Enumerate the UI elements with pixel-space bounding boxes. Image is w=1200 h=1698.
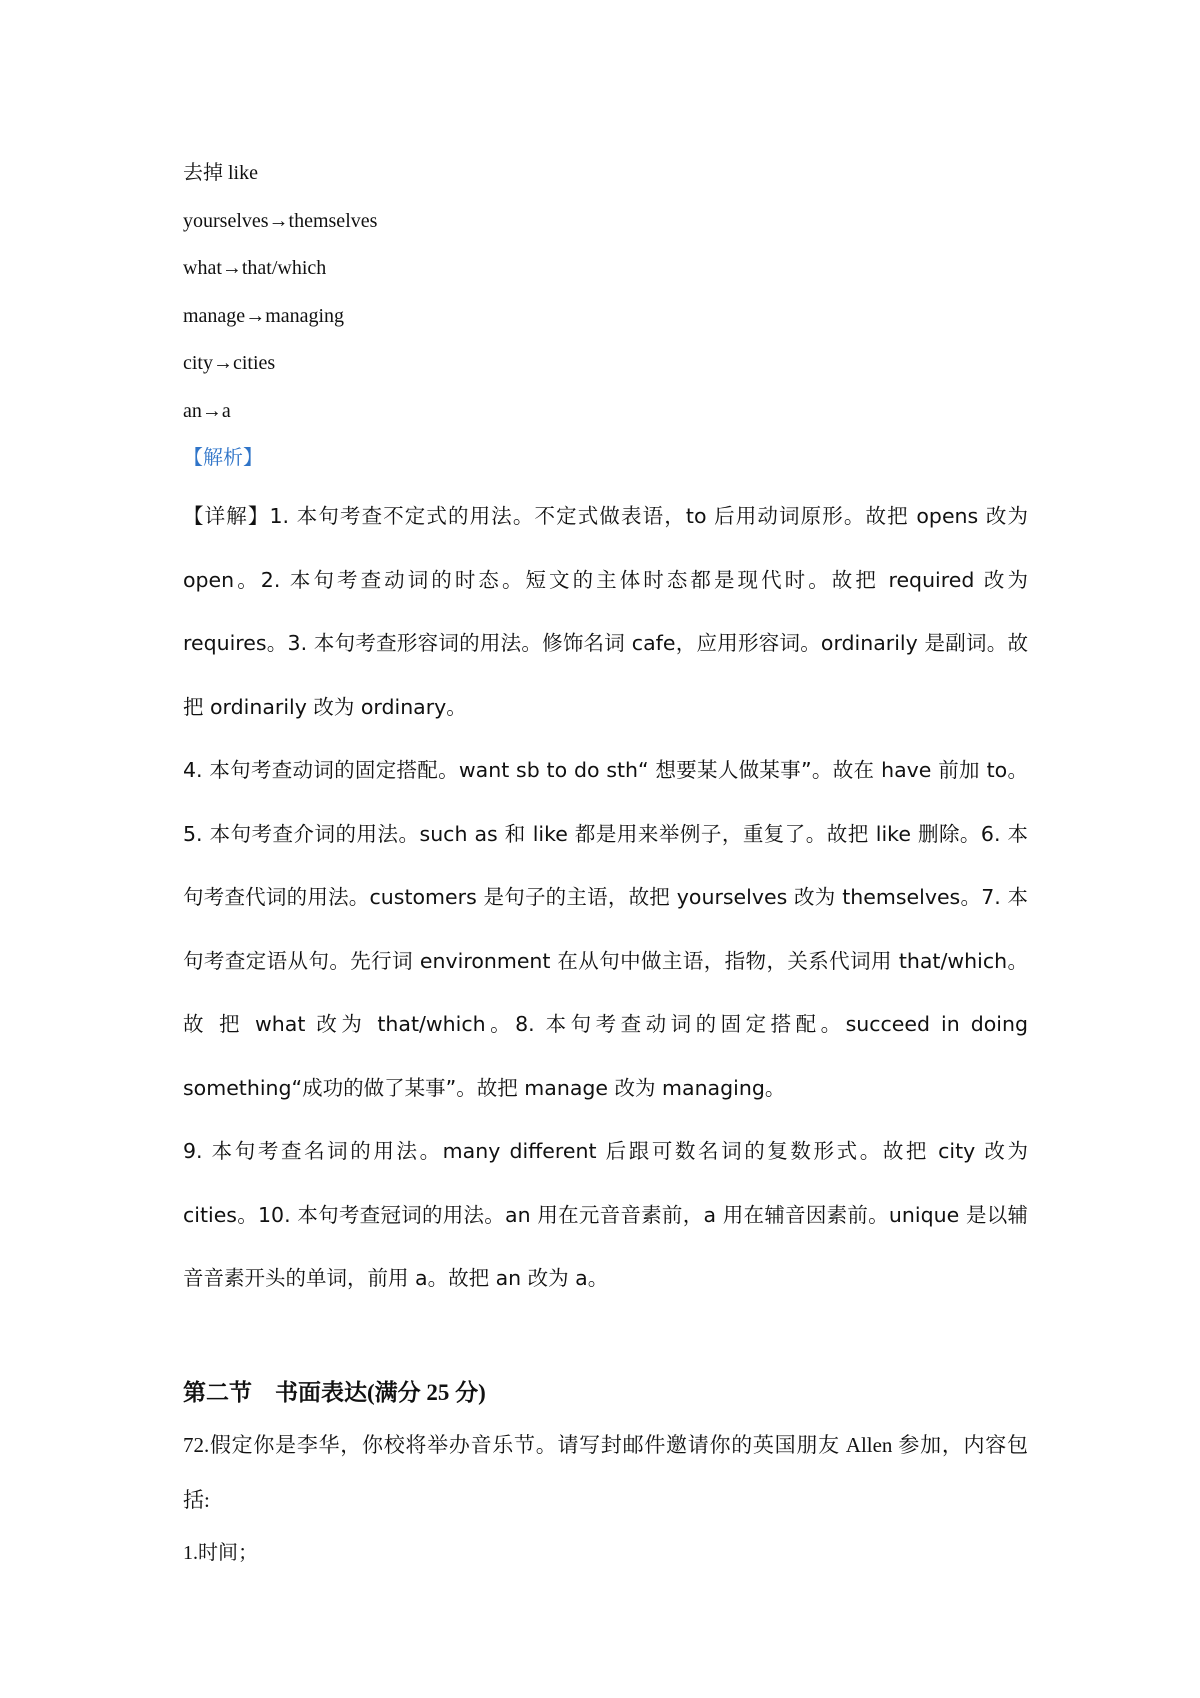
document-page bbox=[183, 150, 1028, 1578]
explanation bbox=[183, 485, 1028, 1311]
explanation-paragraph: 9. 本句考查名词的用法。many different 后跟可数名词的复数形式。故把 city 改为 cities。10. 本句考查冠词的用法。an 用在元音音素前，a 用在辅音因素前。unique 是以辅音音素开头的单词，前用 a。故把 an 改为 a。 bbox=[183, 1139, 1028, 1290]
answer-line: yourselves→themselves bbox=[183, 209, 378, 232]
answer-line: manage→managing bbox=[183, 304, 345, 327]
answer-line: 去掉 like bbox=[183, 162, 258, 184]
answer-line: what→that/which bbox=[183, 257, 327, 279]
answer-list bbox=[183, 150, 1028, 435]
answer-line: city→cities bbox=[183, 352, 276, 374]
spacer bbox=[183, 1311, 1028, 1366]
analysis-label: 【解析】 bbox=[183, 447, 263, 469]
answer-line: an→a bbox=[183, 399, 231, 422]
question-text: 72.假定你是李华，你校将举办音乐节。请写封邮件邀请你的英国朋友 Allen 参加，内容包括: bbox=[183, 1432, 1028, 1512]
section-title: 第二节 书面表达(满分 25 分) bbox=[183, 1379, 486, 1405]
explanation-paragraph: 4. 本句考查动词的固定搭配。want sb to do sth“ 想要某人做某事”。故在 have 前加 to。5. 本句考查介词的用法。such as 和 like 都是用来举例子，重复了。故把 like 删除。6. 本句考查代词的用法。customers 是句子的主语，故把 yourselves 改为 themselves。7. 本句考查定语从句。先行词 environment 在从句中做主语，指物，关系代词用 that/which。故 把 what 改为 that/which。8. 本句考查动词的固定搭配。succeed in doing something“成功的做了某事”。故把 manage 改为 managing。 bbox=[183, 758, 1028, 1100]
question-item: 1.时间； bbox=[183, 1541, 258, 1564]
explanation-paragraph: 【详解】1. 本句考查不定式的用法。不定式做表语，to 后用动词原形。故把 opens 改为 open。2. 本句考查动词的时态。短文的主体时态都是现代时。故把 required 改为 requires。3. 本句考查形容词的用法。修饰名词 cafe，应用形容词。ordinarily 是副词。故把 ordinarily 改为 ordinary。 bbox=[183, 504, 1028, 719]
